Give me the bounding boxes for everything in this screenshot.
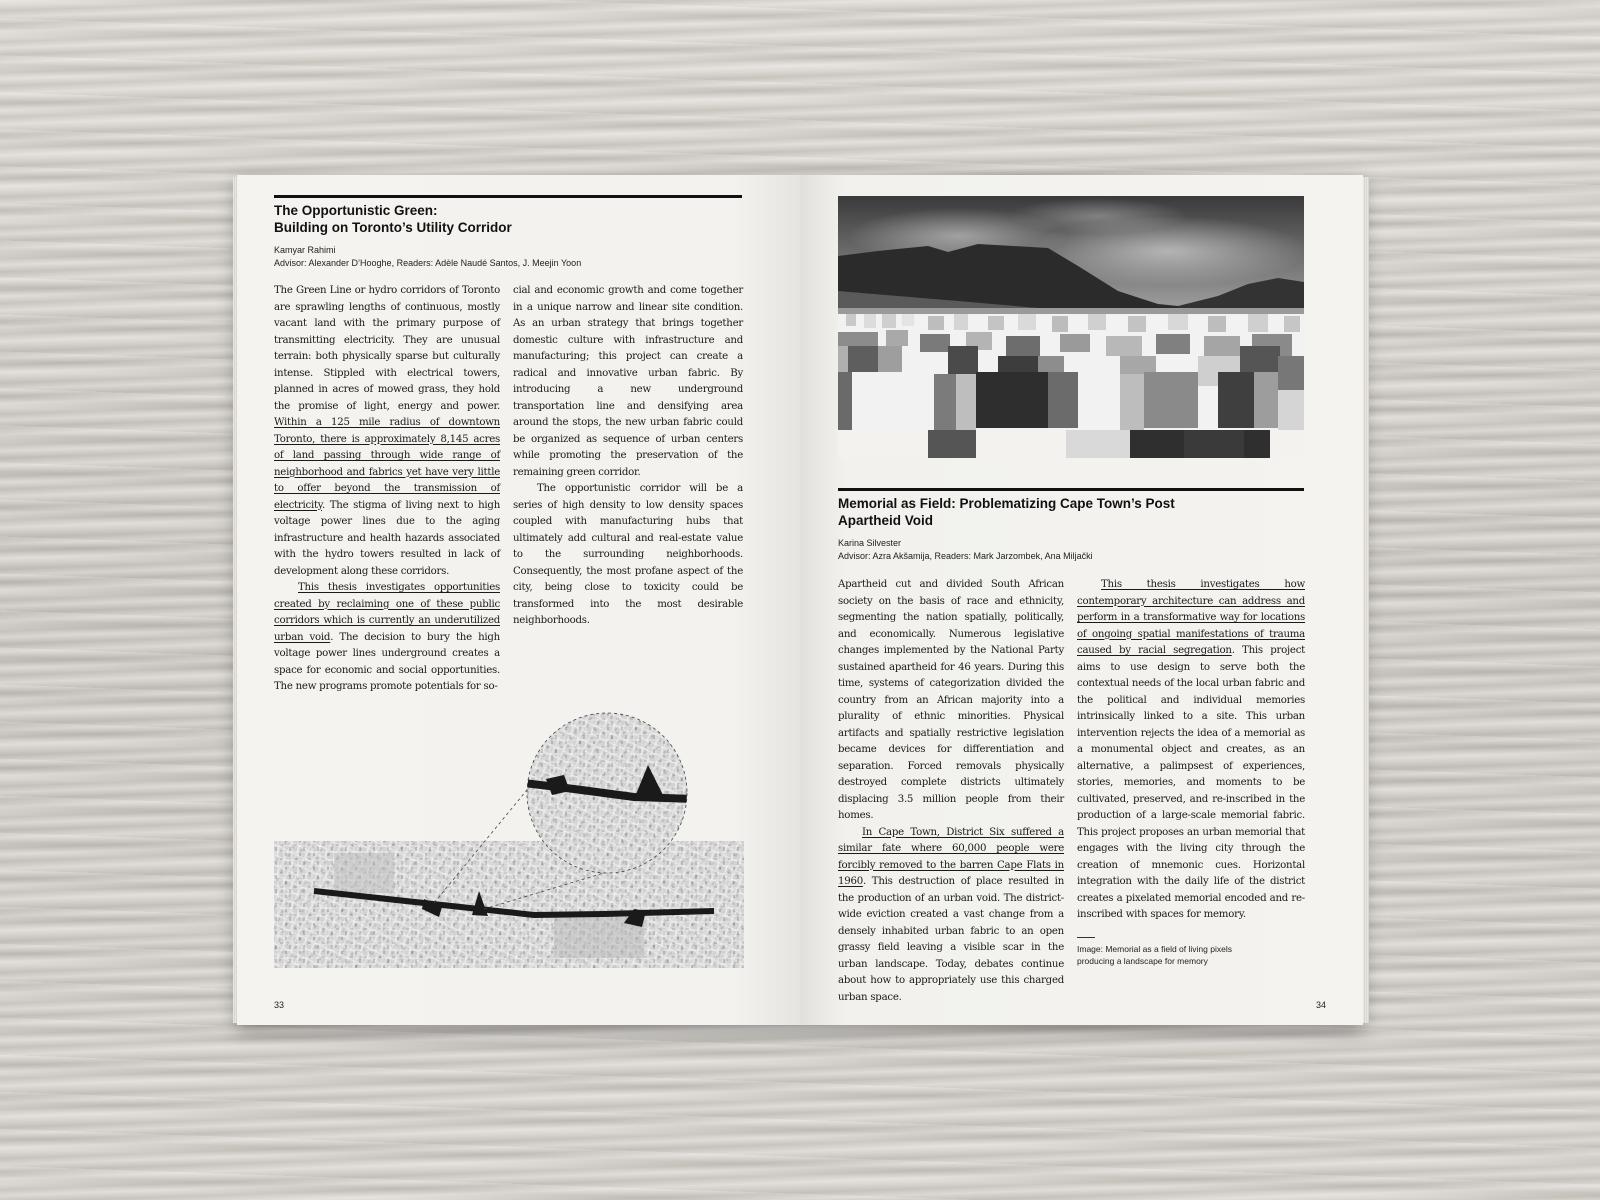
page-number: 34 bbox=[1315, 1000, 1326, 1010]
article-title-line1: The Opportunistic Green: bbox=[274, 203, 438, 218]
paragraph: This thesis investigates opportunities created by reclaiming one of these public corridors which is currently an underutilized urban void. The decision to bury the high voltage power lines underground creates a space for economic and social opportunities. The new programs promote potentials for so- bbox=[274, 582, 500, 692]
paragraph: This thesis investigates how contemporary architecture can address and perform in a transformative way for locations of ongoing spatial manifestations of trauma caused by racial segregation. This project aims to use design to serve both the contextual needs of the local urban fabric and the political and individual memories intrinsically linked to a site. This urban intervention rejects the idea of a memorial as a monumental object and creates, as an alternative, a palimpsest of experiences, stories, memories, and moments to be cultivated, preserved, and re-inscribed in the production of a large-scale memorial fabric. This project proposes an urban memorial that engages with the living city through the creation of mnemonic cues. Horizontal integration with the daily life of the district creates a pixelated memorial encoded and re-inscribed with spaces for memory. bbox=[1077, 579, 1306, 920]
paragraph: The opportunistic corridor will be a series of high density to low density spaces coupled with manufacturing hubs that ultimately add cultural and real-estate value to the surrounding neighborhoods. Consequently, the most profane aspect of the city, being close to toxicity could be transformed into the most desirable neighborhoods. bbox=[513, 483, 743, 626]
article-title bbox=[838, 495, 1308, 529]
text-column-1 bbox=[274, 283, 500, 696]
article-title-line2: Building on Toronto’s Utility Corridor bbox=[274, 220, 512, 235]
paragraph: The Green Line or hydro corridors of Toronto are sprawling lengths of continuous, mostly vacant land with the primary purpose of transmitting electricity. They are unusual terrain: both physically sparse but culturally intense. Stippled with electrical towers, planned in acres of mowed grass, they hold the promise of light, energy and power. Within a 125 mile radius of downtown Toronto, there is approximately 8,145 acres of land passing through wide range of neighborhood and fabrics yet have very little to offer beyond the transmission of electricity. The stigma of living next to high voltage power lines due to the aging infrastructure and health hazards associated with the hydro towers resulted in lack of development along these corridors. bbox=[274, 285, 500, 577]
article-meta bbox=[838, 537, 1308, 563]
article-title bbox=[274, 202, 744, 236]
paragraph: cial and economic growth and come together in a unique narrow and linear site condition. As an urban strategy that brings together domestic culture with infrastructure and manufacturing; this project can create a radical and innovative urban fabric. By introducing a new underground transportation line and densifying area around the stops, the new urban fabric could be organized as sequence of urban centers while promoting the preservation of the remaining green corridor. bbox=[513, 285, 743, 478]
left-page bbox=[237, 175, 800, 1025]
paragraph: In Cape Town, District Six suffered a similar fate where 60,000 people were forcibly removed to the barren Cape Flats in 1960. This destruction of place resulted in the production of an urban void. The district-wide eviction created a vast change from a densely inhabited urban fabric to an open grassy field leaving a visible scar in the urban landscape. Today, debates continue about how to appropriately use this charged urban space. bbox=[838, 826, 1064, 1003]
article-meta bbox=[274, 244, 744, 270]
advisors: Advisor: Azra Akšamija, Readers: Mark Jarzombek, Ana Miljački bbox=[838, 551, 1093, 561]
paragraph: Apartheid cut and divided South African society on the basis of race and ethnicity, segmenting the nation spatially, politically, and economically. Numerous legislative changes implemented by the National Party sustained apartheid for 46 years. During this time, systems of categorization divided the country from an African majority into a plurality of ethnic minorities. Physical artifacts and spatially restrictive legislation became devices for differentiation and separation. Forced removals physically destroyed complete districts ultimately displacing 3.5 million people from their homes. bbox=[838, 579, 1064, 821]
title-rule bbox=[274, 195, 742, 198]
memorial-field-image bbox=[838, 196, 1304, 458]
page-edges-right bbox=[1363, 177, 1369, 1023]
book-spread bbox=[237, 175, 1363, 1025]
right-page bbox=[800, 175, 1363, 1025]
underlined-text: This thesis investigates opportunities created by reclaiming one of these public corridors which is currently an underutilized urban void bbox=[274, 582, 500, 643]
text-column-1 bbox=[838, 577, 1064, 1006]
page-number: 33 bbox=[274, 1000, 285, 1010]
caption-rule bbox=[1077, 937, 1095, 938]
article-title-line2: Apartheid Void bbox=[838, 513, 934, 528]
article-title-line1: Memorial as Field: Problematizing Cape Town’s Post bbox=[838, 496, 1175, 511]
title-rule bbox=[838, 488, 1304, 491]
author: Kamyar Rahimi bbox=[274, 245, 336, 255]
text-column-2 bbox=[513, 283, 743, 630]
underlined-text: In Cape Town, District Six suffered a similar fate where 60,000 people were forcibly removed to the barren Cape Flats in 1960 bbox=[838, 826, 1064, 887]
corridor-map-figure bbox=[274, 703, 744, 979]
underlined-text: This thesis investigates how contemporary architecture can address and perform in a transformative way for locations of ongoing spatial manifestations of trauma caused by racial segregation bbox=[1077, 579, 1305, 656]
text-column-2 bbox=[1077, 577, 1305, 924]
image-caption: Image: Memorial as a field of living pixels producing a landscape for memory bbox=[1077, 944, 1232, 966]
underlined-text: Within a 125 mile radius of downtown Toronto, there is approximately 8,145 acres of land passing through wide range of neighborhood and fabrics yet have very little to offer beyond the transmission of electricity bbox=[274, 417, 500, 511]
advisors: Advisor: Alexander D’Hooghe, Readers: Adèle Naudé Santos, J. Meejin Yoon bbox=[274, 258, 582, 268]
author: Karina Silvester bbox=[838, 538, 902, 548]
page-edges-left bbox=[233, 177, 237, 1023]
